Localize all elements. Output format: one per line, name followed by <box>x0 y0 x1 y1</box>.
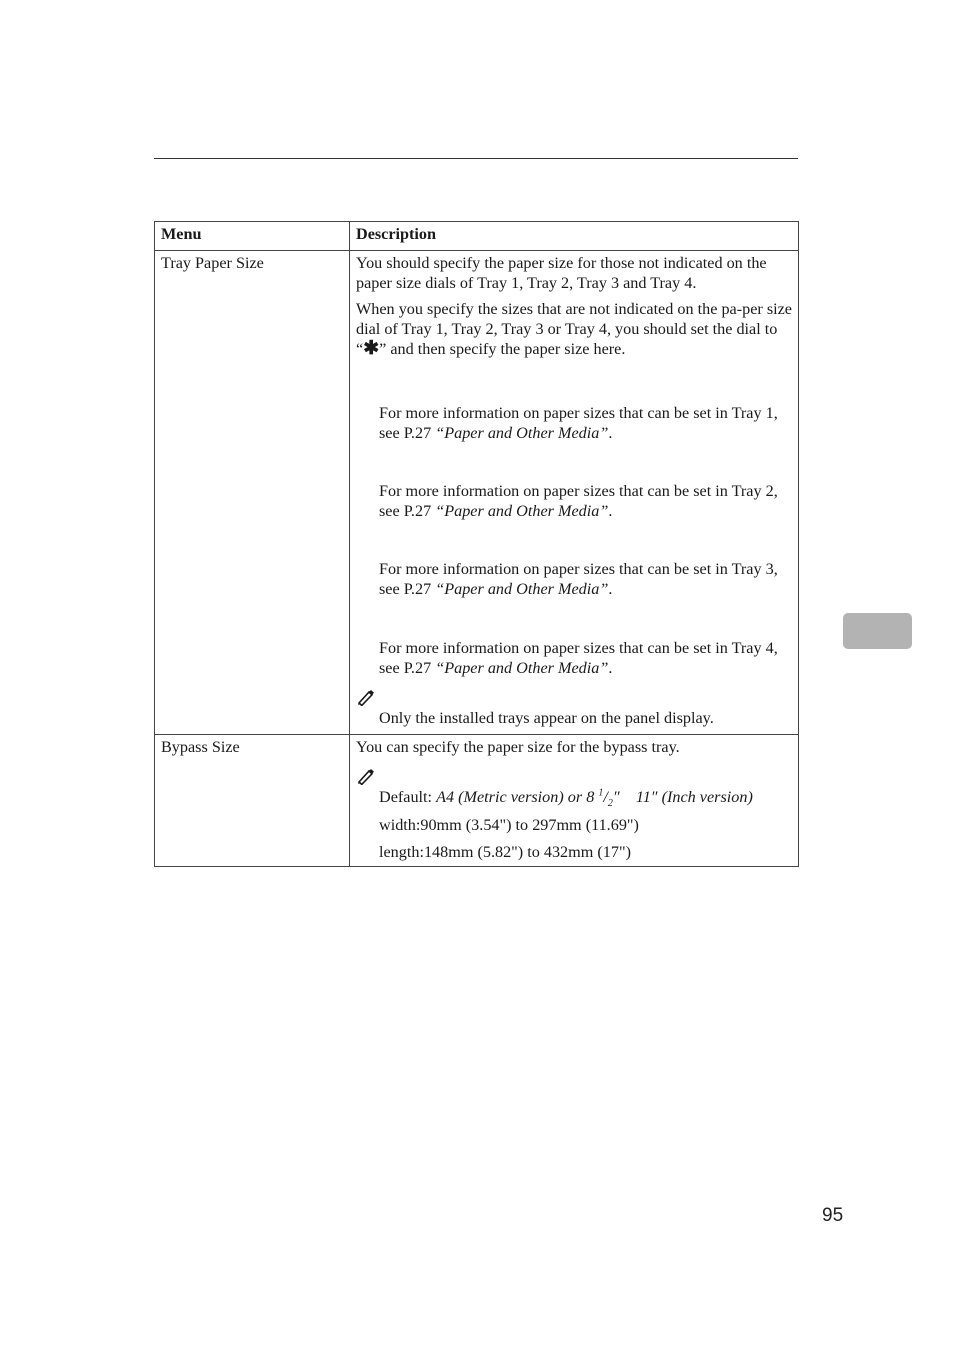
table-row-bypass-size <box>155 735 799 867</box>
bypass-default: Default: A4 (Metric version) or 8 $^1/_2''$ 11″ (Inch version) <box>379 787 753 810</box>
menu-table <box>154 221 799 867</box>
table-row-tray-paper-size <box>155 251 799 735</box>
page-number: 95 <box>822 1205 844 1226</box>
asterisk-dial-icon: ✱ <box>363 338 380 359</box>
tray-4-reference-link[interactable]: “Paper and Other Media” <box>435 659 609 677</box>
tray-4-info: For more information on paper sizes that can be set in Tray 4, see P.27 “Paper and Other Media”. <box>379 639 778 677</box>
header-rule <box>154 158 798 159</box>
chapter-tab <box>843 613 912 649</box>
header-menu: Menu <box>155 222 350 251</box>
tray-2-info: For more information on paper sizes that can be set in Tray 2, see P.27 “Paper and Other Media”. <box>379 482 778 520</box>
table-header-row <box>155 222 799 251</box>
cell-menu-tray-paper-size: Tray Paper Size <box>155 251 350 735</box>
tray-paper-size-intro: You should specify the paper size for those not indicated on the paper size dials of Tray 1, Tray 2, Tray 3 and Tray 4. <box>356 254 767 292</box>
bypass-length-range: length:148mm (5.82") to 432mm (17") <box>379 843 631 861</box>
tray-1-info: For more information on paper sizes that can be set in Tray 1, see P.27 “Paper and Other Media”. <box>379 404 778 442</box>
cell-menu-bypass-size: Bypass Size <box>155 735 350 867</box>
tray-3-reference-link[interactable]: “Paper and Other Media” <box>435 580 609 598</box>
tray-2-reference-link[interactable]: “Paper and Other Media” <box>435 502 609 520</box>
header-description: Description <box>350 222 799 251</box>
pencil-note-icon <box>356 767 376 785</box>
installed-trays-note: Only the installed trays appear on the panel display. <box>379 709 714 727</box>
pencil-note-icon <box>356 688 376 706</box>
tray-3-info: For more information on paper sizes that can be set in Tray 3, see P.27 “Paper and Other Media”. <box>379 560 778 598</box>
tray-1-reference-link[interactable]: “Paper and Other Media” <box>435 424 609 442</box>
cell-description-tray-paper-size <box>350 251 799 735</box>
cell-description-bypass-size <box>350 735 799 867</box>
tray-paper-size-dial-note: When you specify the sizes that are not indicated on the pa-per size dial of Tray 1, Tray 2, Tray 3 or Tray 4, you should set the dial to “✱” and then specify the paper size here. <box>356 300 792 359</box>
bypass-width-range: width:90mm (3.54") to 297mm (11.69") <box>379 816 639 834</box>
bypass-size-intro: You can specify the paper size for the bypass tray. <box>356 738 680 756</box>
